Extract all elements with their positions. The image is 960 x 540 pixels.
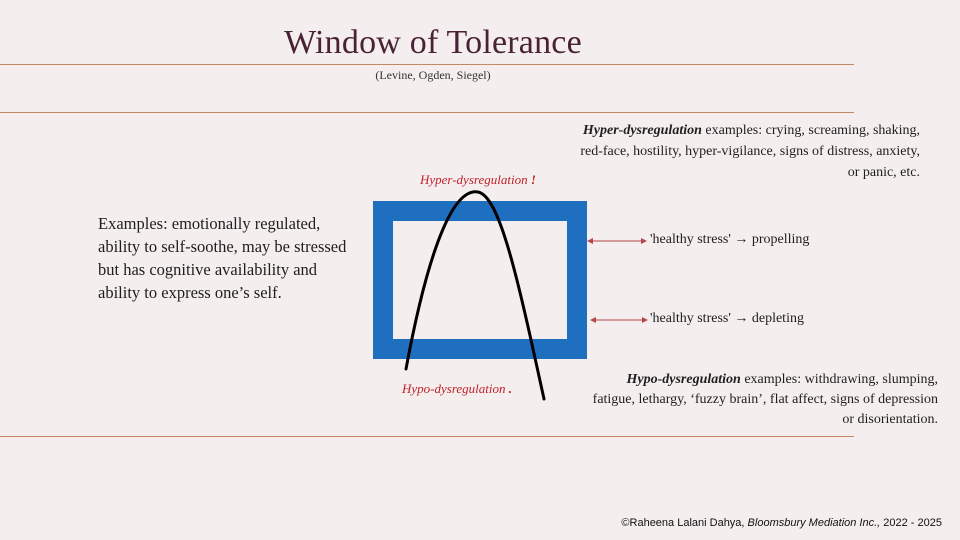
double-arrow-top <box>587 236 647 246</box>
hypo-label-mark: . <box>505 381 512 396</box>
double-arrow-bottom <box>590 315 648 325</box>
hypo-dysregulation-label <box>402 381 512 397</box>
healthy-stress-depleting: 'healthy stress' → depleting <box>650 311 804 326</box>
title-divider <box>0 64 854 65</box>
hypo-term: Hypo-dysregulation <box>626 372 741 387</box>
hyper-description <box>580 120 920 183</box>
hypo-examples: examples: withdrawing, slumping, fatigue, lethargy, ‘fuzzy brain’, flat affect, signs of depression or disorientation. <box>592 372 938 427</box>
hyper-term: Hyper-dysregulation <box>582 123 702 138</box>
header-divider <box>0 112 854 113</box>
healthy-stress-propelling: 'healthy stress' → propelling <box>650 232 810 247</box>
copyright-author: ©Raheena Lalani Dahya, <box>621 517 748 529</box>
window-diagram <box>360 160 590 405</box>
regulated-examples: Examples: emotionally regulated, ability to self-soothe, may be stressed but has cognitive availability and ability to express one’s self. <box>98 214 347 302</box>
copyright-org: Bloomsbury Mediation Inc., <box>747 517 881 529</box>
footer-divider <box>0 436 854 437</box>
arousal-curve <box>406 192 544 399</box>
hyper-label-mark: ! <box>527 172 536 187</box>
page-subtitle: (Levine, Ogden, Siegel) <box>375 68 491 82</box>
copyright-footer <box>621 517 942 529</box>
hyper-label-text: Hyper-dysregulation <box>420 172 528 187</box>
copyright-years: 2022 - 2025 <box>880 517 942 529</box>
page-title: Window of Tolerance <box>284 24 582 61</box>
window-frame <box>383 211 577 349</box>
hyper-examples: examples: crying, screaming, shaking, red-face, hostility, hyper-vigilance, signs of distress, anxiety, or panic, etc. <box>580 123 920 180</box>
hypo-label-text: Hypo-dysregulation <box>402 381 506 396</box>
hypo-description <box>588 370 938 430</box>
